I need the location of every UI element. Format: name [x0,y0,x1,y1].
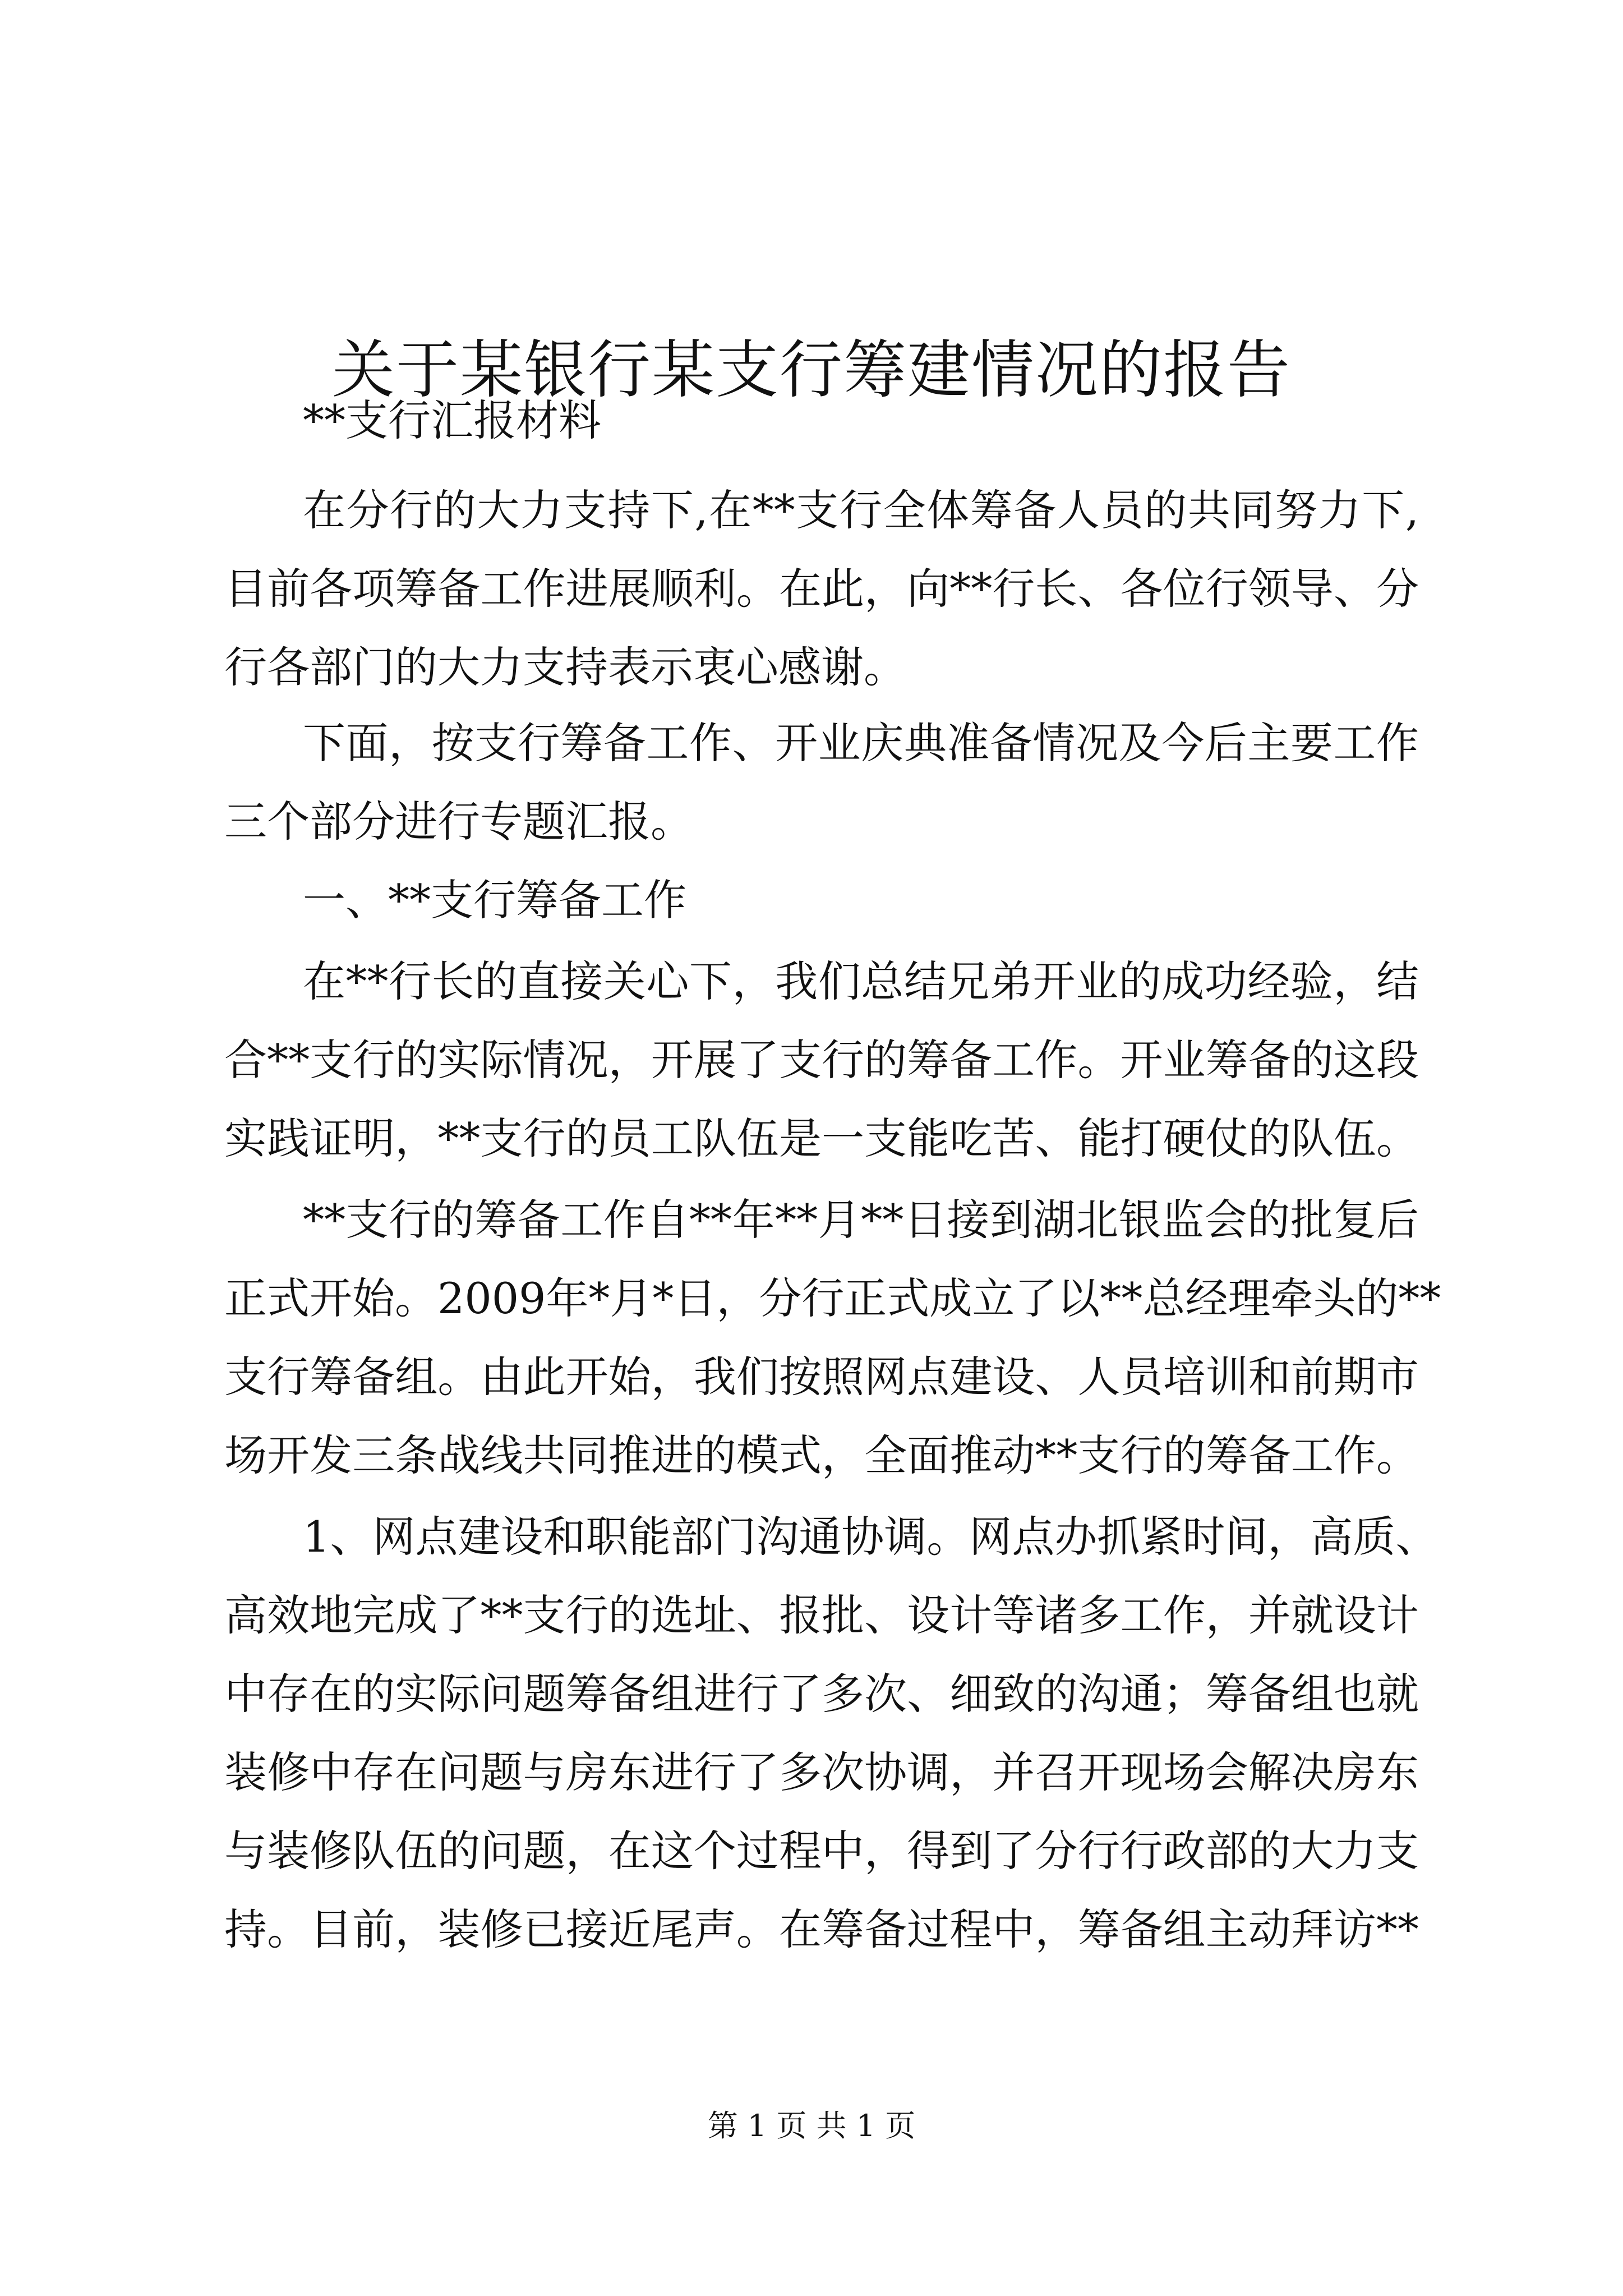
paragraph-line: 持。目前，装修已接近尾声。在筹备过程中，筹备组主动拜访** [224,1904,1419,1954]
paragraph-line: 高效地完成了**支行的选址、报批、设计等诸多工作，并就设计 [224,1590,1419,1640]
paragraph-line: 下面，按支行筹备工作、开业庆典准备情况及今后主要工作 [303,718,1419,768]
paragraph-line: 合**支行的实际情况，开展了支行的筹备工作。开业筹备的这段 [224,1035,1419,1085]
paragraph-line: 实践证明，**支行的员工队伍是一支能吃苦、能打硬仗的队伍。 [224,1114,1419,1163]
paragraph-line: 行各部门的大力支持表示衷心感谢。 [224,642,906,692]
paragraph-line: 目前各项筹备工作进展顺利。在此，向**行长、各位行领导、分 [224,564,1419,614]
paragraph-line: 在**行长的直接关心下，我们总结兄弟开业的成功经验，结 [303,956,1419,1006]
paragraph-line: **支行汇报材料 [303,395,601,445]
paragraph-line: 支行筹备组。由此开始，我们按照网点建设、人员培训和前期市 [224,1352,1419,1402]
paragraph-line: 正式开始。2009年*月*日，分行正式成立了以**总经理牵头的** [224,1273,1441,1323]
paragraph-line: 与装修队伍的问题，在这个过程中，得到了分行行政部的大力支 [224,1826,1419,1876]
paragraph-line: 在分行的大力支持下,在**支行全体筹备人员的共同努力下, [303,485,1419,535]
paragraph-line: 场开发三条战线共同推进的模式，全面推动**支行的筹备工作。 [224,1430,1419,1480]
paragraph-line: 中存在的实际问题筹备组进行了多次、细致的沟通；筹备组也就 [224,1669,1419,1719]
paragraph-line: **支行的筹备工作自**年**月**日接到湖北银监会的批复后 [303,1195,1419,1245]
section-heading: 一、**支行筹备工作 [303,875,686,925]
paragraph-line: 1、网点建设和职能部门沟通协调。网点办抓紧时间，高质、 [303,1512,1438,1562]
page-footer: 第 1 页 共 1 页 [707,2108,916,2143]
paragraph-line: 三个部分进行专题汇报。 [224,797,693,846]
page-title: 关于某银行某支行筹建情况的报告 [332,334,1291,407]
paragraph-line: 装修中存在问题与房东进行了多次协调，并召开现场会解决房东 [224,1747,1419,1797]
